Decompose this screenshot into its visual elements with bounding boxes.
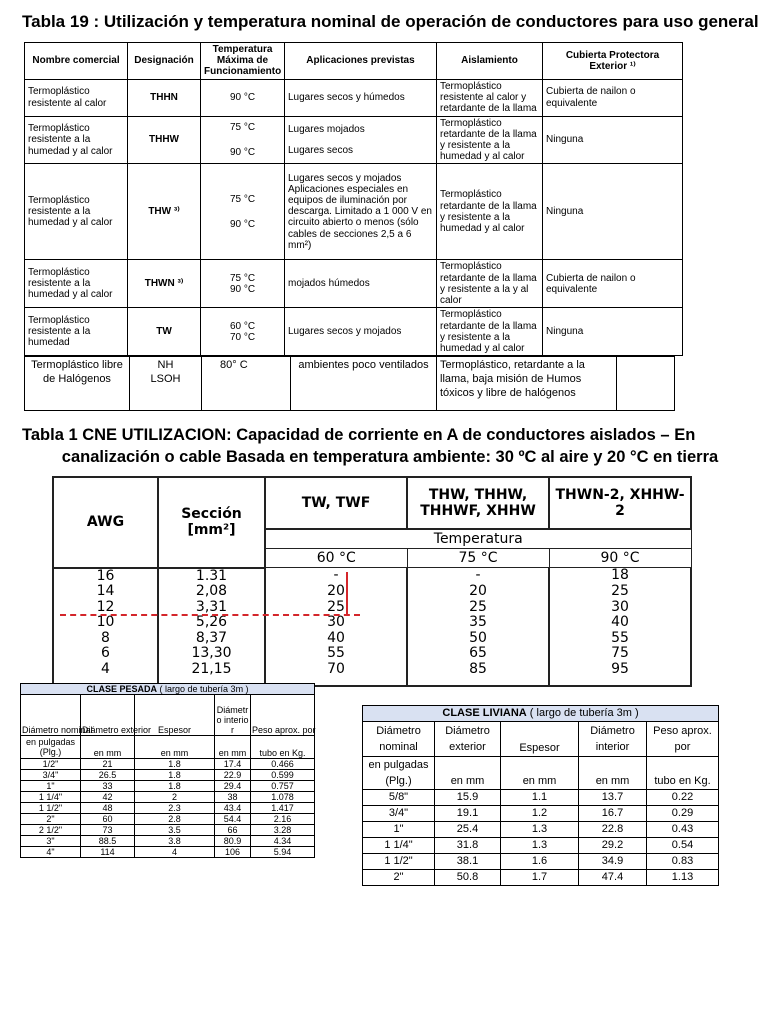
cell-espesor: 1.8 <box>135 781 215 792</box>
cell-nominal: 2" <box>363 870 435 886</box>
cell-thw: 20 <box>407 584 549 600</box>
table-row <box>25 308 683 356</box>
cell-exterior: 19.1 <box>435 806 501 822</box>
spacer <box>315 792 359 803</box>
cell-exterior: 25.4 <box>435 822 501 838</box>
header-cubierta: Cubierta Protectora Exterior ¹⁾ <box>543 43 683 80</box>
cell-nominal: 1" <box>363 822 435 838</box>
table-row <box>363 838 719 854</box>
cell-seccion: 2,08 <box>158 584 265 600</box>
aplicacion-value: Lugares secos <box>288 144 354 156</box>
cell-espesor: 1.8 <box>135 770 215 781</box>
table-row <box>363 854 719 870</box>
clase-liviana-title-rest: ( largo de tubería 3m ) <box>526 707 639 719</box>
cell-peso: 0.466 <box>251 759 315 770</box>
header-tw: TW, TWF <box>265 477 407 529</box>
cell-espesor: 1.2 <box>501 806 579 822</box>
cell-temperatura: 80° C <box>202 357 291 411</box>
unit-peso: tubo en Kg. <box>251 736 315 759</box>
cell-nominal: 1/2" <box>21 759 81 770</box>
cell-cubierta: Ninguna <box>543 164 683 260</box>
unit-nominal: en pulgadas (Plg.) <box>21 736 81 759</box>
cell-tw: 20 <box>265 584 407 600</box>
clase-liviana-title-bold: CLASE LIVIANA <box>442 707 527 719</box>
tabla19-title: Tabla 19 : Utilización y temperatura nominal de operación de conductores para uso general <box>22 12 759 31</box>
cell-thwn: 75 <box>549 646 691 662</box>
cell-exterior: 26.5 <box>81 770 135 781</box>
cell-interior: 54.4 <box>215 814 251 825</box>
cell-aplicaciones: ambientes poco ventilados <box>291 357 437 411</box>
header-peso: Peso aprox. por <box>251 695 315 736</box>
table-row <box>21 770 359 781</box>
cell-peso: 0.54 <box>647 838 719 854</box>
cell-seccion: 5,26 <box>158 615 265 631</box>
cell-exterior: 42 <box>81 792 135 803</box>
cell-espesor: 2.8 <box>135 814 215 825</box>
cell-exterior: 15.9 <box>435 790 501 806</box>
cell-nominal: 4" <box>21 847 81 858</box>
cell-aplicaciones: Lugares secos y mojados <box>285 308 437 356</box>
cell-designacion: THWN ³⁾ <box>128 260 201 308</box>
header-interior: Diámetro interior <box>579 722 647 757</box>
cell-seccion: 1.31 <box>158 568 265 585</box>
cell-nombre: Termoplástico resistente al calor <box>25 79 128 116</box>
cell-tw: 25 <box>265 600 407 616</box>
unit-exterior: en mm <box>81 736 135 759</box>
cell-designacion: THHW <box>128 116 201 164</box>
cell-awg: 12 <box>53 600 158 616</box>
table-row <box>53 646 691 662</box>
clase-pesada-rows <box>21 759 359 858</box>
cell-nominal: 1 1/2" <box>21 803 81 814</box>
unit-exterior: en mm <box>435 757 501 790</box>
cell-temperatura <box>201 308 285 356</box>
cell-interior: 22.9 <box>215 770 251 781</box>
header-nombre: Nombre comercial <box>25 43 128 80</box>
cell-interior: 34.9 <box>579 854 647 870</box>
cell-espesor: 2 <box>135 792 215 803</box>
cell-exterior: 114 <box>81 847 135 858</box>
cell-awg: 10 <box>53 615 158 631</box>
clase-liviana-table <box>362 705 719 886</box>
cell-thw: 50 <box>407 631 549 647</box>
cell-interior: 17.4 <box>215 759 251 770</box>
unit-interior: en mm <box>579 757 647 790</box>
cell-nombre: Termoplástico libre de Halógenos <box>25 357 130 411</box>
cell-espesor: 1.7 <box>501 870 579 886</box>
cell-interior: 38 <box>215 792 251 803</box>
cell-exterior: 88.5 <box>81 836 135 847</box>
tabla19 <box>24 42 683 356</box>
cell-seccion: 3,31 <box>158 600 265 616</box>
cell-peso: 0.83 <box>647 854 719 870</box>
table-row <box>363 822 719 838</box>
cell-interior: 13.7 <box>579 790 647 806</box>
table-row <box>363 790 719 806</box>
tabla19-extra-row <box>24 356 675 411</box>
cell-nombre: Termoplástico resistente a la humedad y al calor <box>25 116 128 164</box>
cell-thwn: 40 <box>549 615 691 631</box>
table-row <box>21 847 359 858</box>
temp-value: 75 °C <box>229 121 256 133</box>
cell-thw: 65 <box>407 646 549 662</box>
cell-nominal: 5/8" <box>363 790 435 806</box>
cell-nominal: 1" <box>21 781 81 792</box>
header-awg: AWG <box>53 477 158 568</box>
cell-exterior: 38.1 <box>435 854 501 870</box>
tabla1-title-line2: canalización o cable Basada en temperatura ambiente: 30 ºC al aire y 20 °C en tierra <box>61 448 719 466</box>
cell-thwn: 18 <box>549 568 691 585</box>
unit-espesor: en mm <box>135 736 215 759</box>
cell-tw: 30 <box>265 615 407 631</box>
temp-value: 90 °C <box>229 283 256 295</box>
cell-aislamiento: Termoplástico retardante de la llama y resistente a la humedad y al calor <box>437 116 543 164</box>
red-vertical-marker-line <box>346 572 348 614</box>
cell-nombre: Termoplástico resistente a la humedad <box>25 308 128 356</box>
cell-espesor: 1.1 <box>501 790 579 806</box>
header-aislamiento: Aislamiento <box>437 43 543 80</box>
cell-empty <box>617 357 675 411</box>
header-espesor: Espesor <box>501 722 579 757</box>
cell-tw: 40 <box>265 631 407 647</box>
table-row <box>53 600 691 616</box>
cell-interior: 47.4 <box>579 870 647 886</box>
temp-value: 75 °C <box>229 272 256 284</box>
spacer <box>315 695 359 736</box>
cell-peso: 0.757 <box>251 781 315 792</box>
cell-espesor: 3.5 <box>135 825 215 836</box>
cell-awg: 16 <box>53 568 158 585</box>
cell-espesor: 1.3 <box>501 838 579 854</box>
spacer <box>315 684 359 695</box>
cell-exterior: 73 <box>81 825 135 836</box>
cell-peso: 0.599 <box>251 770 315 781</box>
table-row <box>53 631 691 647</box>
spacer <box>315 836 359 847</box>
cell-temperatura <box>201 116 285 164</box>
cell-temperatura <box>201 164 285 260</box>
cell-tw: 70 <box>265 662 407 687</box>
cell-cubierta: Ninguna <box>543 116 683 164</box>
header-temperatura: Temperatura Máxima de Funcionamiento <box>201 43 285 80</box>
header-exterior: Diámetro exterior <box>81 695 135 736</box>
cell-espesor: 1.3 <box>501 822 579 838</box>
cell-nominal: 1 1/4" <box>363 838 435 854</box>
temp-value: 90 °C <box>229 146 256 158</box>
cell-interior: 106 <box>215 847 251 858</box>
cell-thwn: 25 <box>549 584 691 600</box>
cell-thw: 85 <box>407 662 549 687</box>
cell-awg: 6 <box>53 646 158 662</box>
cell-cubierta: Cubierta de nailon o equivalente <box>543 79 683 116</box>
table-row <box>25 164 683 260</box>
table-row <box>21 814 359 825</box>
spacer <box>315 781 359 792</box>
cell-nominal: 2 1/2" <box>21 825 81 836</box>
cell-designacion: THW ³⁾ <box>128 164 201 260</box>
cell-exterior: 21 <box>81 759 135 770</box>
temp-value: 70 °C <box>229 331 256 343</box>
cell-peso: 5.94 <box>251 847 315 858</box>
clase-pesada-title-rest: ( largo de tubería 3m ) <box>157 684 249 694</box>
tabla1-title-line1: Tabla 1 CNE UTILIZACION: Capacidad de corriente en A de conductores aislados – En <box>22 426 696 444</box>
cell-designacion <box>130 357 202 411</box>
unit-peso: tubo en Kg. <box>647 757 719 790</box>
cell-aplicaciones: mojados húmedos <box>285 260 437 308</box>
cell-thwn: 55 <box>549 631 691 647</box>
aplicacion-value: Lugares mojados <box>288 123 365 135</box>
cell-exterior: 48 <box>81 803 135 814</box>
spacer <box>315 814 359 825</box>
cell-tw: 55 <box>265 646 407 662</box>
cell-thw: 25 <box>407 600 549 616</box>
table-row <box>21 825 359 836</box>
cell-awg: 14 <box>53 584 158 600</box>
cell-interior: 43.4 <box>215 803 251 814</box>
cell-espesor: 4 <box>135 847 215 858</box>
red-dashed-marker-line <box>60 614 360 616</box>
cell-nominal: 1 1/4" <box>21 792 81 803</box>
cell-aislamiento: Termoplástico retardante de la llama y resistente a la y al calor <box>437 260 543 308</box>
seccion-label: Sección <box>181 506 242 523</box>
table-row <box>21 781 359 792</box>
cell-seccion: 8,37 <box>158 631 265 647</box>
cell-peso: 1.417 <box>251 803 315 814</box>
cell-nominal: 1 1/2" <box>363 854 435 870</box>
table-row <box>53 584 691 600</box>
table-row <box>53 615 691 631</box>
cell-aislamiento: Termoplástico, retardante a la llama, baja misión de Humos tóxicos y libre de halógenos <box>437 357 617 411</box>
cell-peso: 3.28 <box>251 825 315 836</box>
header-thwn: THWN-2, XHHW-2 <box>549 477 691 529</box>
cell-nominal: 3" <box>21 836 81 847</box>
cell-peso: 0.22 <box>647 790 719 806</box>
cell-seccion: 21,15 <box>158 662 265 687</box>
cell-peso: 1.078 <box>251 792 315 803</box>
cell-thw: - <box>407 568 549 585</box>
tabla1-title <box>12 424 768 468</box>
cell-thw: 35 <box>407 615 549 631</box>
temp-60: 60 °C <box>265 549 407 568</box>
cell-aislamiento: Termoplástico retardante de la llama y resistente a la humedad y al calor <box>437 308 543 356</box>
cell-temperatura <box>201 260 285 308</box>
unit-espesor: en mm <box>501 757 579 790</box>
temp-value: 90 °C <box>229 218 256 230</box>
clase-liviana-title <box>363 706 719 722</box>
cell-thwn: 30 <box>549 600 691 616</box>
clase-pesada-title-bold: CLASE PESADA <box>86 684 158 694</box>
unit-nominal: en pulgadas (Plg.) <box>363 757 435 790</box>
spacer <box>315 825 359 836</box>
cell-peso: 4.34 <box>251 836 315 847</box>
clase-pesada-table <box>20 683 359 858</box>
temp-value: 75 °C <box>229 193 256 205</box>
table-row <box>21 759 359 770</box>
table-row <box>363 806 719 822</box>
cell-tw: - <box>265 568 407 585</box>
table-row <box>53 568 691 585</box>
seccion-unit: [mm²] <box>187 522 236 539</box>
header-designacion: Designación <box>128 43 201 80</box>
spacer <box>315 847 359 858</box>
cell-espesor: 3.8 <box>135 836 215 847</box>
cell-espesor: 1.6 <box>501 854 579 870</box>
table-row <box>25 116 683 164</box>
cell-nominal: 2" <box>21 814 81 825</box>
spacer <box>315 736 359 759</box>
spacer <box>315 770 359 781</box>
cell-interior: 16.7 <box>579 806 647 822</box>
temp-75: 75 °C <box>407 549 549 568</box>
cell-designacion: THHN <box>128 79 201 116</box>
header-nominal: Diámetro nominal <box>21 695 81 736</box>
cell-cubierta: Cubierta de nailon o equivalente <box>543 260 683 308</box>
header-nominal: Diámetro nominal <box>363 722 435 757</box>
table-row <box>21 803 359 814</box>
header-espesor: Espesor <box>135 695 215 736</box>
header-exterior: Diámetro exterior <box>435 722 501 757</box>
cell-interior: 29.2 <box>579 838 647 854</box>
header-aplicaciones: Aplicaciones previstas <box>285 43 437 80</box>
cell-aplicaciones: Lugares secos y mojados Aplicaciones especiales en equipos de iluminación por descarga. Limitado a 1 000 V en circuito abierto o menos (sólo cables de secciones 2,5 a 6 mm²) <box>285 164 437 260</box>
clase-pesada-title <box>21 684 315 695</box>
table-row <box>25 357 675 411</box>
cell-aplicaciones <box>285 116 437 164</box>
table-row <box>21 836 359 847</box>
cell-exterior: 60 <box>81 814 135 825</box>
cell-seccion: 13,30 <box>158 646 265 662</box>
cell-peso: 0.29 <box>647 806 719 822</box>
cell-interior: 80.9 <box>215 836 251 847</box>
table-row <box>25 260 683 308</box>
cell-peso: 2.16 <box>251 814 315 825</box>
cell-exterior: 31.8 <box>435 838 501 854</box>
cell-nominal: 3/4" <box>21 770 81 781</box>
cell-interior: 66 <box>215 825 251 836</box>
cell-cubierta: Ninguna <box>543 308 683 356</box>
tabla1 <box>52 476 692 687</box>
header-peso: Peso aprox. por <box>647 722 719 757</box>
cell-aislamiento: Termoplástico retardante de la llama y resistente a la humedad y al calor <box>437 164 543 260</box>
cell-nombre: Termoplástico resistente a la humedad y al calor <box>25 260 128 308</box>
cell-awg: 4 <box>53 662 158 687</box>
cell-peso: 0.43 <box>647 822 719 838</box>
cell-peso: 1.13 <box>647 870 719 886</box>
cell-awg: 8 <box>53 631 158 647</box>
cell-designacion: TW <box>128 308 201 356</box>
header-interior: Diámetro interior <box>215 695 251 736</box>
temperatura-label: Temperatura <box>265 529 691 549</box>
cell-temperatura: 90 °C <box>201 79 285 116</box>
cell-nombre: Termoplástico resistente a la humedad y al calor <box>25 164 128 260</box>
cell-aislamiento: Termoplástico resistente al calor y retardante de la llama <box>437 79 543 116</box>
clase-liviana-rows <box>363 790 719 886</box>
designacion-value: NH <box>157 359 174 371</box>
cell-thwn: 95 <box>549 662 691 687</box>
spacer <box>315 803 359 814</box>
cell-nominal: 3/4" <box>363 806 435 822</box>
cell-exterior: 33 <box>81 781 135 792</box>
cell-exterior: 50.8 <box>435 870 501 886</box>
header-seccion <box>158 477 265 568</box>
table-row <box>21 792 359 803</box>
cell-espesor: 2.3 <box>135 803 215 814</box>
cell-interior: 29.4 <box>215 781 251 792</box>
cell-aplicaciones: Lugares secos y húmedos <box>285 79 437 116</box>
spacer <box>315 759 359 770</box>
designacion-value: LSOH <box>150 372 181 385</box>
temp-90: 90 °C <box>549 549 691 568</box>
cell-espesor: 1.8 <box>135 759 215 770</box>
header-thw: THW, THHW, THHWF, XHHW <box>407 477 549 529</box>
cell-interior: 22.8 <box>579 822 647 838</box>
temp-value: 60 °C <box>229 320 256 332</box>
table-row <box>25 79 683 116</box>
table-row <box>363 870 719 886</box>
unit-interior: en mm <box>215 736 251 759</box>
